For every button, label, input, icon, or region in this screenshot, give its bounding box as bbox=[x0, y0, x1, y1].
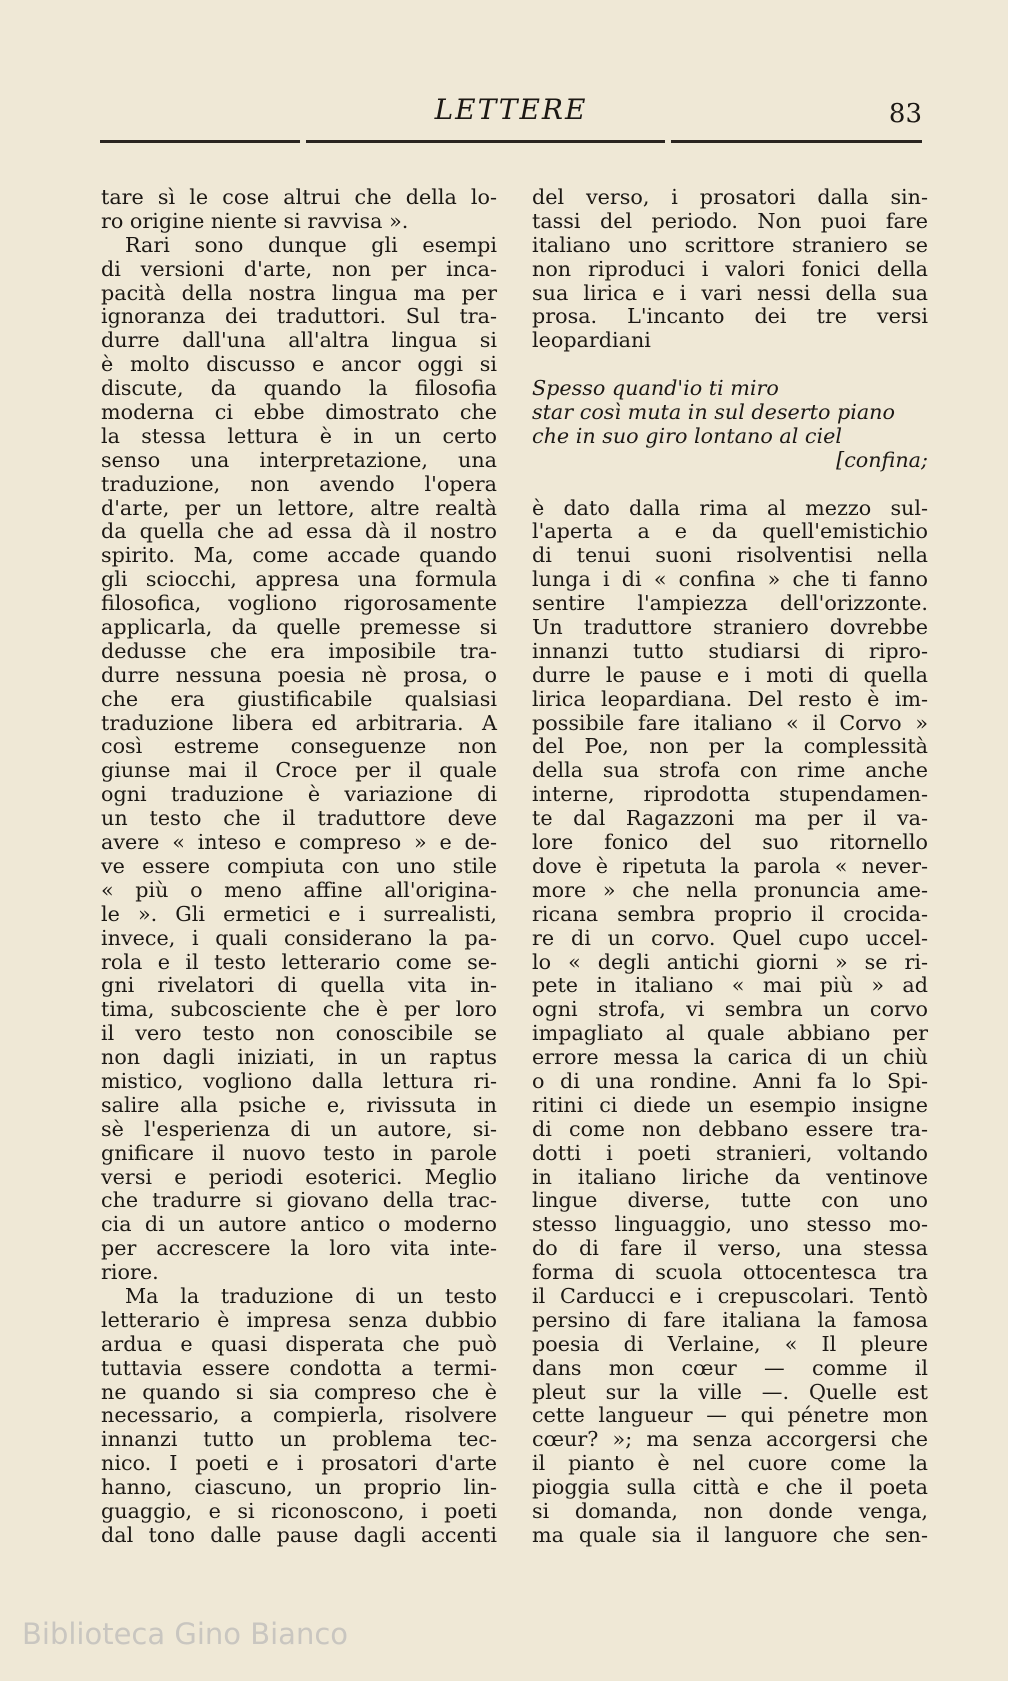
text-line: discute, da quando la filosofia bbox=[101, 376, 497, 401]
text-line: Rari sono dunque gli esempi bbox=[125, 232, 497, 257]
text-line: riore. bbox=[101, 1260, 159, 1285]
text-line: sentire l'ampiezza dell'orizzonte. bbox=[532, 591, 928, 616]
text-line: o di una rondine. Anni fa lo Spi- bbox=[532, 1068, 928, 1093]
text-line: interne, riprodotta stupendamen- bbox=[532, 782, 928, 807]
poem-line: che in suo giro lontano al ciel bbox=[532, 423, 842, 448]
text-line: mistico, vogliono dalla lettura ri- bbox=[101, 1068, 497, 1093]
left-column bbox=[101, 186, 497, 1548]
text-line: invece, i quali considerano la pa- bbox=[101, 925, 497, 950]
poem-line: Spesso quand'io ti miro bbox=[532, 376, 779, 401]
text-line: ritini ci diede un esempio insigne bbox=[532, 1092, 928, 1117]
text-line: tassi del periodo. Non puoi fare bbox=[532, 208, 928, 233]
text-line: ro origine niente si ravvisa ». bbox=[101, 208, 409, 233]
text-line: innanzi tutto un problema tec- bbox=[101, 1427, 497, 1452]
text-line: sè l'esperienza di un autore, si- bbox=[101, 1116, 497, 1141]
text-line: ardua e quasi disperata che può bbox=[101, 1331, 497, 1356]
page-number: 83 bbox=[888, 99, 922, 129]
text-line: possibile fare italiano « il Corvo » bbox=[532, 710, 928, 735]
text-line: durre dall'una all'altra lingua si bbox=[101, 328, 497, 353]
text-line: re di un corvo. Quel cupo uccel- bbox=[532, 925, 928, 950]
text-line: è dato dalla rima al mezzo sul- bbox=[532, 495, 928, 520]
text-line: italiano uno scrittore straniero se bbox=[532, 232, 928, 257]
text-line: della sua strofa con rime anche bbox=[532, 758, 928, 783]
text-line: gli sciocchi, appresa una formula bbox=[101, 567, 497, 592]
text-line: pete in italiano « mai più » ad bbox=[532, 973, 928, 998]
text-line: « più o meno affine all'origina- bbox=[101, 877, 497, 902]
text-line: errore messa la carica di un chiù bbox=[532, 1045, 928, 1070]
text-line: forma di scuola ottocentesca tra bbox=[532, 1260, 928, 1285]
watermark: Biblioteca Gino Bianco bbox=[22, 1617, 349, 1651]
text-line: filosofica, vogliono rigorosamente bbox=[101, 591, 497, 616]
text-line: do di fare il verso, una stessa bbox=[532, 1236, 928, 1261]
text-line: necessario, a compierla, risolvere bbox=[101, 1403, 497, 1428]
text-line: impagliato al quale abbiano per bbox=[532, 1021, 928, 1046]
text-line: di come non debbano essere tra- bbox=[532, 1116, 928, 1141]
text-line: l'aperta a e da quell'emistichio bbox=[532, 519, 928, 544]
text-line: durre le pause e i moti di quella bbox=[532, 662, 928, 687]
text-line: spirito. Ma, come accade quando bbox=[101, 543, 497, 568]
text-line: in italiano liriche da ventinove bbox=[532, 1164, 928, 1189]
text-line: lingue diverse, tutte con uno bbox=[532, 1188, 928, 1213]
text-line: sua lirica e i vari nessi della sua bbox=[532, 280, 928, 305]
text-line: tuttavia essere condotta a termi- bbox=[101, 1355, 497, 1380]
text-line: versi e periodi esoterici. Meglio bbox=[101, 1164, 497, 1189]
running-title: LETTERE bbox=[434, 93, 588, 126]
text-line: salire alla psiche e, rivissuta in bbox=[101, 1092, 497, 1117]
text-line: la stessa lettura è in un certo bbox=[101, 423, 497, 448]
header-rule bbox=[100, 140, 922, 143]
text-line: del verso, i prosatori dalla sin- bbox=[532, 185, 928, 209]
text-line: ve essere compiuta con uno stile bbox=[101, 853, 497, 878]
text-line: il pianto è nel cuore come la bbox=[532, 1451, 928, 1476]
text-line: dedusse che era imposibile tra- bbox=[101, 638, 497, 663]
text-line: persino di fare italiana la famosa bbox=[532, 1307, 928, 1332]
text-line: guaggio, e si riconoscono, i poeti bbox=[101, 1498, 497, 1523]
text-line: lunga i di « confina » che ti fanno bbox=[532, 567, 928, 592]
text-line: Un traduttore straniero dovrebbe bbox=[532, 615, 928, 640]
text-line: traduzione libera ed arbitraria. A bbox=[101, 710, 497, 735]
poem-line: star così muta in sul deserto piano bbox=[532, 400, 895, 425]
text-line: tima, subcosciente che è per loro bbox=[101, 997, 497, 1022]
text-line: lo « degli antichi giorni » se ri- bbox=[532, 949, 928, 974]
text-line: avere « inteso e compreso » e de- bbox=[101, 830, 497, 855]
text-line: dans mon cœur — comme il bbox=[532, 1355, 928, 1380]
text-line: lirica leopardiana. Del resto è im- bbox=[532, 686, 928, 711]
text-line: il Carducci e i crepuscolari. Tentò bbox=[532, 1283, 928, 1308]
text-line: di versioni d'arte, non per inca- bbox=[101, 256, 497, 281]
text-line: cia di un autore antico o moderno bbox=[101, 1212, 497, 1237]
text-line: stesso linguaggio, uno stesso mo- bbox=[532, 1212, 928, 1237]
text-line: leopardiani bbox=[532, 328, 651, 353]
text-line: nico. I poeti e i prosatori d'arte bbox=[101, 1451, 497, 1476]
text-line: così estreme conseguenze non bbox=[101, 734, 497, 759]
text-line: le ». Gli ermetici e i surrealisti, bbox=[101, 901, 497, 926]
text-line: lore fonico del suo ritornello bbox=[532, 830, 928, 855]
text-line: un testo che il traduttore deve bbox=[101, 806, 497, 831]
text-line: ma quale sia il languore che sen- bbox=[532, 1522, 928, 1547]
text-line: cœur? »; ma senza accorgersi che bbox=[532, 1427, 928, 1452]
text-line: per accrescere la loro vita inte- bbox=[101, 1236, 497, 1261]
text-line: moderna ci ebbe dimostrato che bbox=[101, 400, 497, 425]
text-line: non dagli iniziati, in un raptus bbox=[101, 1045, 497, 1070]
text-line: dove è ripetuta la parola « never- bbox=[532, 853, 928, 878]
text-line: ogni traduzione è variazione di bbox=[101, 782, 497, 807]
poem-line: [confina; bbox=[836, 447, 928, 472]
text-line: prosa. L'incanto dei tre versi bbox=[532, 304, 928, 329]
text-line: letterario è impresa senza dubbio bbox=[101, 1307, 497, 1332]
text-line: ogni strofa, vi sembra un corvo bbox=[532, 997, 928, 1022]
text-line: ricana sembra proprio il crocida- bbox=[532, 901, 928, 926]
text-line: gni rivelatori di quella vita in- bbox=[101, 973, 497, 998]
text-line: durre nessuna poesia nè prosa, o bbox=[101, 662, 497, 687]
text-line: che tradurre si giovano della trac- bbox=[101, 1188, 497, 1213]
text-line: applicarla, da quelle premesse si bbox=[101, 615, 497, 640]
text-line: rola e il testo letterario come se- bbox=[101, 949, 497, 974]
text-line: gnificare il nuovo testo in parole bbox=[101, 1140, 497, 1165]
text-line: Ma la traduzione di un testo bbox=[125, 1283, 497, 1308]
text-line: pleut sur la ville —. Quelle est bbox=[532, 1379, 928, 1404]
page-header bbox=[100, 92, 922, 132]
right-column bbox=[532, 186, 928, 1548]
text-line: da quella che ad essa dà il nostro bbox=[101, 519, 497, 544]
text-line: tare sì le cose altrui che della lo- bbox=[101, 185, 497, 209]
text-line: giunse mai il Croce per il quale bbox=[101, 758, 497, 783]
text-line: more » che nella pronuncia ame- bbox=[532, 877, 928, 902]
text-line: dotti i poeti stranieri, voltando bbox=[532, 1140, 928, 1165]
text-line: che era giustificabile qualsiasi bbox=[101, 686, 497, 711]
text-line: dal tono dalle pause dagli accenti bbox=[101, 1522, 497, 1547]
text-line: pacità della nostra lingua ma per bbox=[101, 280, 497, 305]
text-line: non riproduci i valori fonici della bbox=[532, 256, 928, 281]
text-line: innanzi tutto studiarsi di ripro- bbox=[532, 638, 928, 663]
text-line: di tenui suoni risolventisi nella bbox=[532, 543, 928, 568]
text-line: ignoranza dei traduttori. Sul tra- bbox=[101, 304, 497, 329]
text-line: si domanda, non donde venga, bbox=[532, 1498, 928, 1523]
text-line: traduzione, non avendo l'opera bbox=[101, 471, 497, 496]
text-line: pioggia sulla città e che il poeta bbox=[532, 1475, 928, 1500]
text-line: d'arte, per un lettore, altre realtà bbox=[101, 495, 497, 520]
text-line: hanno, ciascuno, un proprio lin- bbox=[101, 1475, 497, 1500]
text-line: senso una interpretazione, una bbox=[101, 447, 497, 472]
text-line: ne quando si sia compreso che è bbox=[101, 1379, 497, 1404]
text-line: cette langueur — qui pénetre mon bbox=[532, 1403, 928, 1428]
text-line: è molto discusso e ancor oggi si bbox=[101, 352, 497, 377]
text-line: te dal Ragazzoni ma per il va- bbox=[532, 806, 928, 831]
text-line: poesia di Verlaine, « Il pleure bbox=[532, 1331, 928, 1356]
text-line: del Poe, non per la complessità bbox=[532, 734, 928, 759]
text-line: il vero testo non conoscibile se bbox=[101, 1021, 497, 1046]
